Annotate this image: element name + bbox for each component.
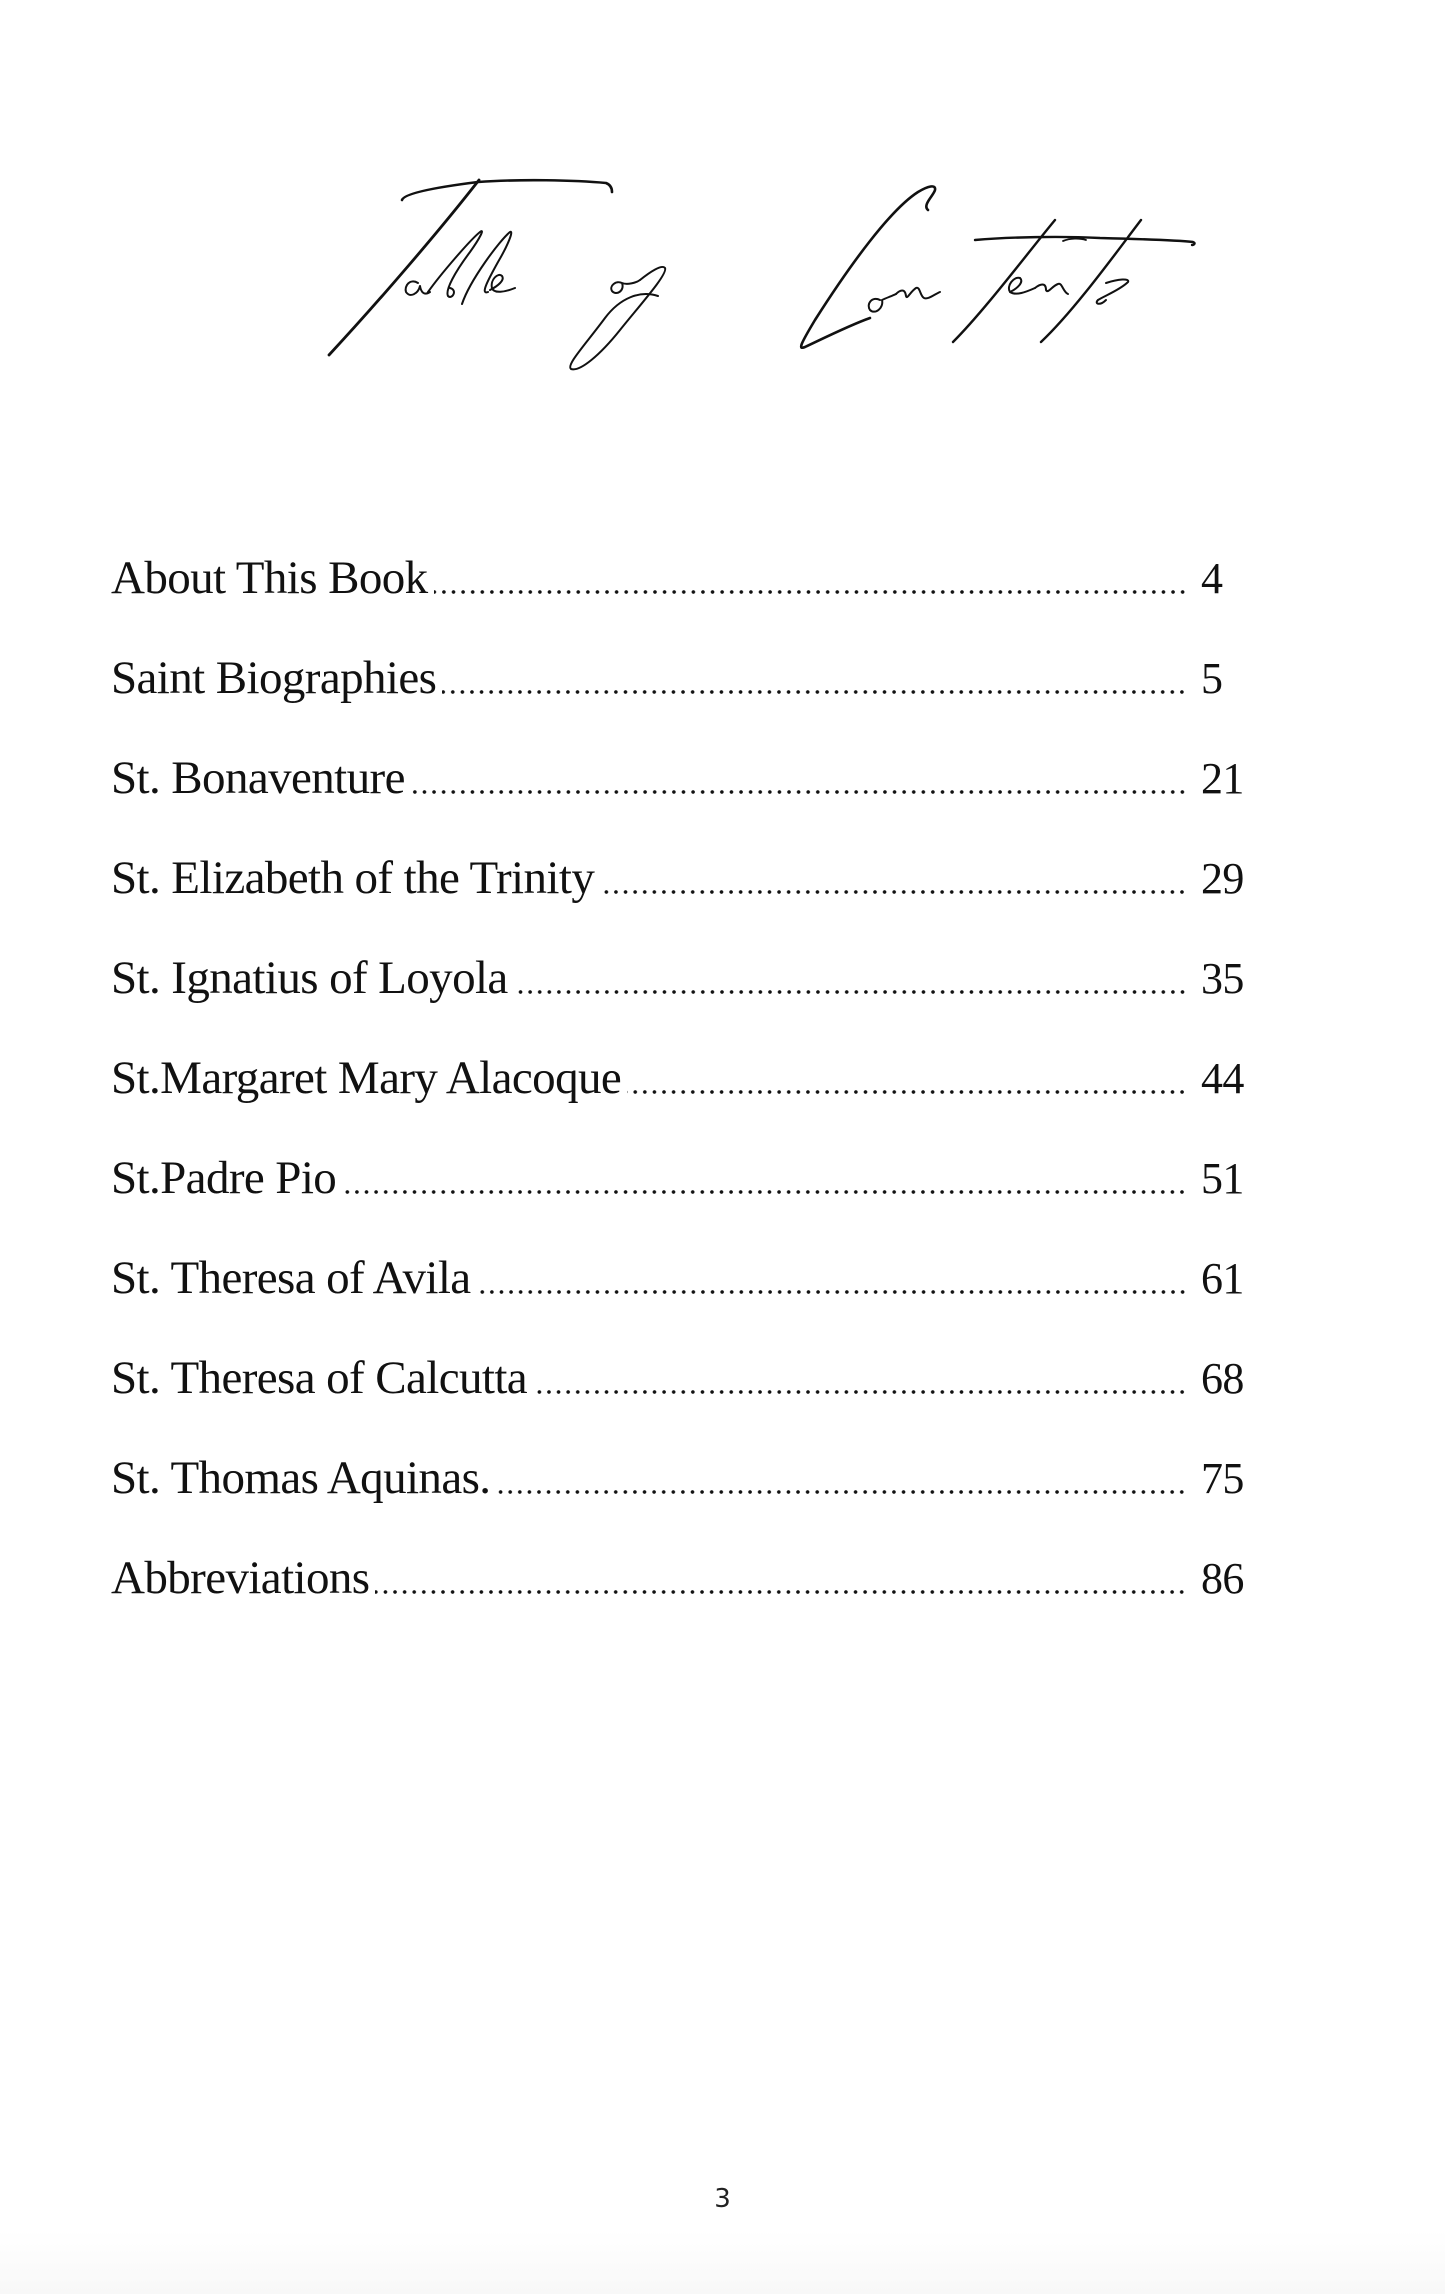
- toc-entry-page-number: 51: [1201, 1154, 1244, 1203]
- toc-entry-st-margaret-mary-alacoque[interactable]: [111, 1048, 1261, 1108]
- dot-leader: [514, 989, 1187, 995]
- dot-leader: [533, 1389, 1187, 1395]
- toc-entry-saint-biographies[interactable]: [111, 648, 1261, 708]
- toc-entry-page-number: 21: [1201, 754, 1244, 803]
- toc-entry-page-number: 35: [1201, 954, 1244, 1003]
- dot-leader: [496, 1489, 1187, 1495]
- toc-entry-label: St. Bonaventure: [111, 752, 405, 804]
- toc-entry-page-number: 61: [1201, 1254, 1244, 1303]
- dot-leader: [442, 689, 1187, 695]
- toc-entry-page-number: 5: [1201, 654, 1223, 703]
- toc-entry-page-number: 68: [1201, 1354, 1244, 1403]
- dot-leader: [342, 1189, 1187, 1195]
- toc-entry-label: St.Padre Pio: [111, 1152, 337, 1204]
- page-title: [0, 0, 1445, 420]
- toc-entry-page-number: 29: [1201, 854, 1244, 903]
- toc-entry-abbreviations[interactable]: [111, 1548, 1261, 1608]
- dot-leader: [411, 789, 1187, 795]
- page-number: 3: [714, 2184, 731, 2214]
- toc-entry-st-theresa-of-avila[interactable]: [111, 1248, 1261, 1308]
- toc-entry-label: About This Book: [111, 552, 428, 604]
- toc-entry-label: St.Margaret Mary Alacoque: [111, 1052, 622, 1104]
- toc-entry-page-number: 44: [1201, 1054, 1244, 1103]
- toc-entry-about-this-book[interactable]: [111, 548, 1261, 608]
- toc-entry-label: Saint Biographies: [111, 652, 437, 704]
- toc-entry-st-bonaventure[interactable]: [111, 748, 1261, 808]
- toc-entry-label: St. Elizabeth of the Trinity: [111, 852, 595, 904]
- toc-entry-label: St. Theresa of Avila: [111, 1252, 471, 1304]
- dot-leader: [477, 1289, 1187, 1295]
- toc-entry-label: Abbreviations: [111, 1552, 370, 1604]
- toc-entry-st-ignatius-of-loyola[interactable]: [111, 948, 1261, 1008]
- toc-entry-label: St. Thomas Aquinas.: [111, 1452, 491, 1504]
- toc-entry-label: St. Ignatius of Loyola: [111, 952, 508, 1004]
- toc-entry-st-padre-pio[interactable]: [111, 1148, 1261, 1208]
- dot-leader: [627, 1089, 1187, 1095]
- toc-entry-st-theresa-of-calcutta[interactable]: [111, 1348, 1261, 1408]
- dot-leader: [434, 589, 1187, 595]
- dot-leader: [600, 889, 1187, 895]
- toc-entry-st-thomas-aquinas[interactable]: [111, 1448, 1261, 1508]
- toc-entry-st-elizabeth-of-the-trinity[interactable]: [111, 848, 1261, 908]
- toc-entry-page-number: 75: [1201, 1454, 1244, 1503]
- calligraphy-title-graphic: [0, 0, 1445, 420]
- toc-entry-page-number: 86: [1201, 1554, 1244, 1603]
- toc-entry-page-number: 4: [1201, 554, 1223, 603]
- toc-entry-label: St. Theresa of Calcutta: [111, 1352, 528, 1404]
- dot-leader: [375, 1589, 1187, 1595]
